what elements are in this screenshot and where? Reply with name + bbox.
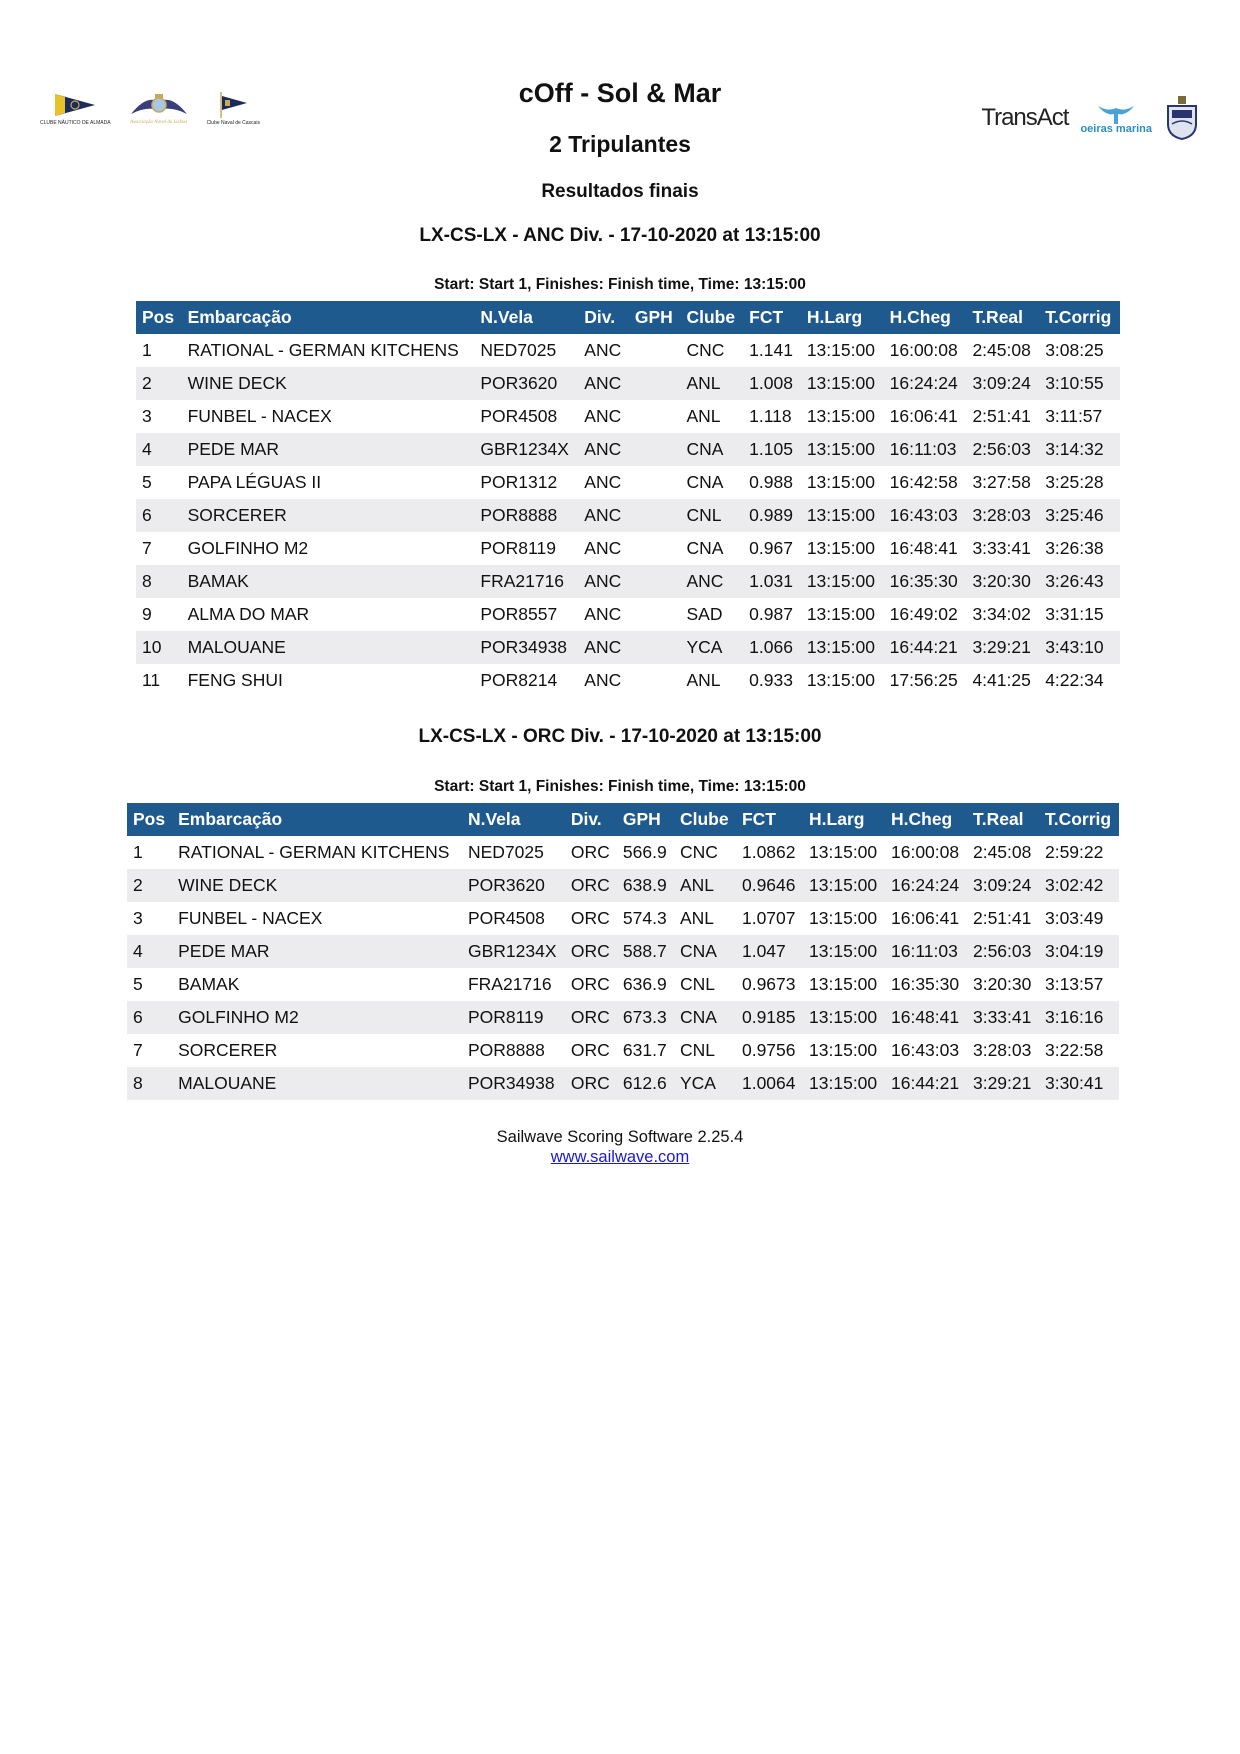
- cell-finish-time: 16:00:08: [889, 340, 958, 360]
- cell-fct: 0.989: [743, 499, 801, 532]
- cell-fct: 1.008: [743, 367, 801, 400]
- cell-pos: 5: [133, 974, 143, 994]
- cell-corrected-time: 3:25:28: [1045, 472, 1104, 492]
- cell-corrected-time: 3:14:32: [1039, 433, 1120, 466]
- table-row: [136, 532, 1120, 565]
- cell-boat: SORCERER: [182, 499, 475, 532]
- cell-corrected-time: 3:03:49: [1044, 908, 1104, 928]
- race-title-anc: LX-CS-LX - ANC Div. - 17-10-2020 at 13:15:00: [419, 225, 821, 246]
- cell-boat: GOLFINHO M2: [187, 538, 309, 558]
- cell-elapsed-time: 3:29:21: [966, 631, 1039, 664]
- start-info-orc: Start: Start 1, Finishes: Finish time, Time: 13:15:00: [434, 778, 806, 795]
- cell-club: ANL: [680, 367, 743, 400]
- cell-gph: [629, 598, 681, 631]
- cell-fct: 1.047: [736, 935, 803, 968]
- cell-corrected-time: 3:26:43: [1039, 565, 1120, 598]
- cell-corrected-time: 3:30:41: [1039, 1067, 1119, 1100]
- cell-elapsed-time: 2:56:03: [966, 433, 1039, 466]
- cell-finish-time: 16:24:24: [885, 869, 967, 902]
- cell-gph: 612.6: [617, 1067, 674, 1100]
- cell-pos: 1: [133, 842, 143, 862]
- table-row: [127, 836, 1119, 869]
- cell-pos: 2: [136, 367, 182, 400]
- cell-finish-time: 16:06:41: [889, 406, 958, 426]
- cell-start-time: 13:15:00: [801, 631, 884, 664]
- software-credit: Sailwave Scoring Software 2.25.4: [496, 1128, 744, 1146]
- cell-corrected-time: 3:16:16: [1039, 1001, 1119, 1034]
- cell-gph: [629, 631, 681, 664]
- cell-division: ORC: [570, 1040, 610, 1060]
- results-status: Resultados finais: [541, 181, 699, 202]
- cell-gph: 588.7: [617, 935, 674, 968]
- cell-elapsed-time: 2:51:41: [972, 908, 1032, 928]
- cell-boat: BAMAK: [178, 974, 240, 994]
- clube-nautico-almada-logo: CLUBE NÁUTICO DE ALMADA: [40, 92, 111, 126]
- cell-division: ORC: [565, 869, 617, 902]
- cell-division: ORC: [565, 1067, 617, 1100]
- cell-elapsed-time: 2:45:08: [972, 842, 1032, 862]
- cell-finish-time: 16:35:30: [884, 565, 967, 598]
- table-row: [136, 400, 1120, 433]
- cell-division: ANC: [584, 670, 622, 690]
- column-header-corrected-time: T.Corrig: [1039, 803, 1119, 836]
- column-header-pos: Pos: [136, 301, 182, 334]
- column-header-boat: Embarcação: [182, 301, 475, 334]
- cell-pos: 11: [142, 670, 161, 690]
- column-header-finish-time: H.Cheg: [884, 301, 967, 334]
- cell-pos: 4: [127, 935, 172, 968]
- results-table-orc: [127, 803, 1119, 1100]
- cell-club: CNA: [686, 472, 724, 492]
- cell-elapsed-time: 2:51:41: [972, 406, 1031, 426]
- race-title-orc: LX-CS-LX - ORC Div. - 17-10-2020 at 13:15:00: [418, 726, 822, 747]
- cell-division: ANC: [578, 433, 629, 466]
- cell-corrected-time: 3:04:19: [1039, 935, 1119, 968]
- cell-gph: 673.3: [617, 1001, 674, 1034]
- clube-naval-cascais-logo: Clube Naval de Cascais: [207, 92, 260, 126]
- cell-division: ANC: [584, 406, 622, 426]
- cell-corrected-time: 2:59:22: [1044, 842, 1104, 862]
- cell-gph: 631.7: [622, 1040, 667, 1060]
- cell-finish-time: 16:11:03: [884, 433, 967, 466]
- cell-club: CNA: [674, 935, 736, 968]
- table-row: [127, 902, 1119, 935]
- cell-start-time: 13:15:00: [806, 406, 875, 426]
- cell-gph: [629, 433, 681, 466]
- table-row: [136, 598, 1120, 631]
- transact-logo: TransAct: [981, 104, 1069, 131]
- cell-boat: GOLFINHO M2: [172, 1001, 462, 1034]
- cell-gph: 638.9: [617, 869, 674, 902]
- cell-gph: [629, 466, 681, 499]
- table-row: [136, 466, 1120, 499]
- event-title: cOff - Sol & Mar: [518, 78, 722, 108]
- cell-sail-number: POR8214: [480, 670, 558, 690]
- cell-gph: [629, 499, 681, 532]
- cell-sail-number: FRA21716: [474, 565, 578, 598]
- cell-start-time: 13:15:00: [803, 869, 885, 902]
- cell-division: ORC: [570, 974, 610, 994]
- cell-club: CNL: [679, 1040, 715, 1060]
- cell-sail-number: GBR1234X: [474, 433, 578, 466]
- cell-start-time: 13:15:00: [803, 935, 885, 968]
- cell-division: ORC: [565, 935, 617, 968]
- cell-elapsed-time: 3:09:24: [966, 367, 1039, 400]
- cell-finish-time: 16:00:08: [891, 842, 960, 862]
- cell-elapsed-time: 3:33:41: [967, 1001, 1039, 1034]
- cell-gph: 636.9: [622, 974, 667, 994]
- cell-start-time: 13:15:00: [806, 670, 875, 690]
- cell-club: ANL: [686, 406, 721, 426]
- cell-elapsed-time: 2:56:03: [967, 935, 1039, 968]
- cell-sail-number: POR3620: [474, 367, 578, 400]
- cell-sail-number: NED7025: [480, 340, 557, 360]
- cell-boat: BAMAK: [182, 565, 475, 598]
- cell-division: ANC: [578, 631, 629, 664]
- cell-division: ANC: [578, 499, 629, 532]
- cell-start-time: 13:15:00: [809, 974, 878, 994]
- cell-club: CNA: [686, 538, 724, 558]
- cell-corrected-time: 4:22:34: [1045, 670, 1104, 690]
- cell-finish-time: 16:35:30: [891, 974, 960, 994]
- cell-start-time: 13:15:00: [806, 472, 875, 492]
- cell-start-time: 13:15:00: [801, 367, 884, 400]
- column-header-fct: FCT: [743, 301, 801, 334]
- cell-boat: RATIONAL - GERMAN KITCHENS: [178, 842, 450, 862]
- table-row: [136, 367, 1120, 400]
- cell-club: ANL: [679, 908, 715, 928]
- cell-pos: 3: [142, 406, 152, 426]
- cell-pos: 8: [127, 1067, 172, 1100]
- cell-pos: 7: [133, 1040, 143, 1060]
- table-header-row: [136, 301, 1120, 334]
- cell-fct: 0.9756: [741, 1040, 796, 1060]
- cell-fct: 1.066: [743, 631, 801, 664]
- cell-boat: SORCERER: [178, 1040, 278, 1060]
- cell-start-time: 13:15:00: [803, 1001, 885, 1034]
- column-header-division: Div.: [565, 803, 617, 836]
- cell-club: ANC: [680, 565, 743, 598]
- column-header-division: Div.: [578, 301, 629, 334]
- cell-finish-time: 16:43:03: [891, 1040, 960, 1060]
- cell-sail-number: FRA21716: [467, 974, 552, 994]
- table-row: [127, 1067, 1119, 1100]
- cell-finish-time: 16:06:41: [891, 908, 960, 928]
- column-header-club: Clube: [674, 803, 736, 836]
- cell-division: ORC: [570, 908, 610, 928]
- cell-gph: [629, 334, 681, 367]
- cell-corrected-time: 3:10:55: [1039, 367, 1120, 400]
- cell-gph: [629, 664, 681, 697]
- cell-corrected-time: 3:02:42: [1039, 869, 1119, 902]
- cell-finish-time: 16:11:03: [885, 935, 967, 968]
- cell-elapsed-time: 3:33:41: [972, 538, 1031, 558]
- cell-boat: MALOUANE: [172, 1067, 462, 1100]
- cell-corrected-time: 3:13:57: [1044, 974, 1104, 994]
- table-row: [136, 565, 1120, 598]
- cell-sail-number: POR8557: [480, 604, 558, 624]
- cell-sail-number: POR34938: [462, 1067, 565, 1100]
- cell-fct: 1.118: [749, 406, 792, 426]
- cell-fct: 1.141: [749, 340, 793, 360]
- cell-boat: RATIONAL - GERMAN KITCHENS: [187, 340, 459, 360]
- cell-sail-number: POR1312: [480, 472, 558, 492]
- cell-finish-time: 17:56:25: [889, 670, 958, 690]
- cell-club: ANL: [674, 869, 736, 902]
- table-row: [136, 334, 1120, 367]
- cell-corrected-time: 3:25:46: [1039, 499, 1120, 532]
- cell-elapsed-time: 3:28:03: [966, 499, 1039, 532]
- cell-division: ANC: [578, 565, 629, 598]
- table-row: [127, 869, 1119, 902]
- cell-start-time: 13:15:00: [809, 1040, 878, 1060]
- cell-start-time: 13:15:00: [806, 604, 875, 624]
- cell-finish-time: 16:48:41: [889, 538, 958, 558]
- cell-start-time: 13:15:00: [801, 565, 884, 598]
- cell-sail-number: POR8119: [480, 538, 556, 558]
- cell-corrected-time: 3:43:10: [1039, 631, 1120, 664]
- cell-pos: 6: [127, 1001, 172, 1034]
- cell-boat: FUNBEL - NACEX: [187, 406, 332, 426]
- cell-gph: [629, 400, 681, 433]
- class-title: 2 Tripulantes: [549, 131, 691, 157]
- cell-club: CNA: [680, 433, 743, 466]
- cell-elapsed-time: 3:29:21: [967, 1067, 1039, 1100]
- cell-corrected-time: 3:08:25: [1045, 340, 1104, 360]
- column-header-start-time: H.Larg: [801, 301, 884, 334]
- column-header-elapsed-time: T.Real: [967, 803, 1039, 836]
- cell-boat: WINE DECK: [172, 869, 462, 902]
- cell-sail-number: POR3620: [462, 869, 565, 902]
- cell-fct: 0.933: [749, 670, 793, 690]
- cell-pos: 4: [136, 433, 182, 466]
- cell-division: ANC: [578, 367, 629, 400]
- cell-sail-number: POR8119: [462, 1001, 565, 1034]
- table-row: [136, 631, 1120, 664]
- column-header-club: Clube: [680, 301, 743, 334]
- cell-fct: 0.967: [749, 538, 793, 558]
- cell-fct: 0.9673: [741, 974, 796, 994]
- table-row: [127, 968, 1119, 1001]
- cell-corrected-time: 3:22:58: [1044, 1040, 1104, 1060]
- cell-elapsed-time: 3:27:58: [972, 472, 1031, 492]
- column-header-finish-time: H.Cheg: [885, 803, 967, 836]
- cell-boat: PEDE MAR: [182, 433, 475, 466]
- cell-club: CNA: [674, 1001, 736, 1034]
- cell-sail-number: NED7025: [467, 842, 544, 862]
- cell-fct: 1.031: [743, 565, 801, 598]
- cell-pos: 1: [142, 340, 152, 360]
- column-header-gph: GPH: [617, 803, 674, 836]
- cell-club: SAD: [686, 604, 723, 624]
- cell-sail-number: POR4508: [467, 908, 545, 928]
- table-row: [136, 499, 1120, 532]
- associacao-naval-lisboa-logo: Associação Naval de Lisboa: [127, 92, 191, 126]
- cell-finish-time: 16:49:02: [889, 604, 958, 624]
- cell-elapsed-time: 3:09:24: [967, 869, 1039, 902]
- cell-sail-number: POR34938: [474, 631, 578, 664]
- cell-start-time: 13:15:00: [809, 842, 878, 862]
- table-row: [127, 1034, 1119, 1067]
- cell-club: CNC: [679, 842, 718, 862]
- column-header-elapsed-time: T.Real: [966, 301, 1039, 334]
- sailwave-link[interactable]: www.sailwave.com: [550, 1148, 690, 1166]
- cell-pos: 9: [142, 604, 152, 624]
- cell-finish-time: 16:24:24: [884, 367, 967, 400]
- table-row: [127, 935, 1119, 968]
- cell-club: YCA: [680, 631, 743, 664]
- footer: [0, 1127, 1240, 1167]
- cell-division: ANC: [584, 538, 622, 558]
- cell-fct: 0.988: [749, 472, 793, 492]
- cell-elapsed-time: 4:41:25: [972, 670, 1031, 690]
- cell-gph: [629, 367, 681, 400]
- cell-corrected-time: 3:11:57: [1045, 406, 1103, 426]
- cell-sail-number: POR8888: [467, 1040, 545, 1060]
- cell-club: ANL: [686, 670, 721, 690]
- cell-boat: WINE DECK: [182, 367, 475, 400]
- cell-boat: FENG SHUI: [187, 670, 283, 690]
- cell-pos: 6: [136, 499, 182, 532]
- cell-gph: 574.3: [622, 908, 667, 928]
- cell-division: ANC: [584, 604, 622, 624]
- cell-elapsed-time: 2:45:08: [972, 340, 1031, 360]
- cell-sail-number: POR4508: [480, 406, 558, 426]
- cell-start-time: 13:15:00: [806, 340, 875, 360]
- column-header-corrected-time: T.Corrig: [1039, 301, 1120, 334]
- cell-fct: 1.0707: [741, 908, 796, 928]
- cell-finish-time: 16:42:58: [889, 472, 958, 492]
- cell-gph: [629, 565, 681, 598]
- cell-division: ANC: [584, 340, 622, 360]
- cell-boat: FUNBEL - NACEX: [178, 908, 323, 928]
- cell-finish-time: 16:48:41: [885, 1001, 967, 1034]
- results-table-anc: [136, 301, 1120, 697]
- cell-division: ANC: [584, 472, 622, 492]
- table-row: [136, 433, 1120, 466]
- cell-fct: 1.105: [743, 433, 801, 466]
- column-header-pos: Pos: [127, 803, 172, 836]
- cell-pos: 10: [136, 631, 182, 664]
- cell-fct: 1.0862: [741, 842, 796, 862]
- cell-gph: 566.9: [622, 842, 667, 862]
- cell-division: ORC: [570, 842, 610, 862]
- cell-club: CNL: [680, 499, 743, 532]
- column-header-boat: Embarcação: [172, 803, 462, 836]
- cell-finish-time: 16:44:21: [885, 1067, 967, 1100]
- column-header-sail-number: N.Vela: [474, 301, 578, 334]
- column-header-start-time: H.Larg: [803, 803, 885, 836]
- table-header-row: [127, 803, 1119, 836]
- cell-elapsed-time: 3:28:03: [972, 1040, 1032, 1060]
- cell-fct: 1.0064: [736, 1067, 803, 1100]
- cell-gph: [629, 532, 681, 565]
- start-info-anc: Start: Start 1, Finishes: Finish time, Time: 13:15:00: [434, 276, 806, 293]
- cell-elapsed-time: 3:34:02: [972, 604, 1031, 624]
- cell-finish-time: 16:44:21: [884, 631, 967, 664]
- cell-boat: ALMA DO MAR: [187, 604, 310, 624]
- cell-fct: 0.9185: [736, 1001, 803, 1034]
- cell-club: CNL: [679, 974, 715, 994]
- cell-start-time: 13:15:00: [801, 499, 884, 532]
- cell-corrected-time: 3:31:15: [1045, 604, 1104, 624]
- column-header-sail-number: N.Vela: [462, 803, 565, 836]
- table-row: [136, 664, 1120, 697]
- cell-sail-number: GBR1234X: [462, 935, 565, 968]
- cell-club: CNC: [686, 340, 725, 360]
- cell-pos: 3: [133, 908, 143, 928]
- table-row: [127, 1001, 1119, 1034]
- cell-start-time: 13:15:00: [803, 1067, 885, 1100]
- cell-division: ORC: [565, 1001, 617, 1034]
- cell-boat: PAPA LÉGUAS II: [187, 472, 322, 492]
- cell-corrected-time: 3:26:38: [1045, 538, 1104, 558]
- cell-start-time: 13:15:00: [801, 433, 884, 466]
- cell-pos: 7: [142, 538, 152, 558]
- cell-boat: MALOUANE: [182, 631, 475, 664]
- cell-pos: 8: [136, 565, 182, 598]
- cell-club: YCA: [674, 1067, 736, 1100]
- cell-fct: 0.9646: [736, 869, 803, 902]
- cell-elapsed-time: 3:20:30: [972, 974, 1032, 994]
- cell-fct: 0.987: [749, 604, 793, 624]
- cell-boat: PEDE MAR: [172, 935, 462, 968]
- cell-finish-time: 16:43:03: [884, 499, 967, 532]
- cell-start-time: 13:15:00: [806, 538, 875, 558]
- cell-pos: 2: [127, 869, 172, 902]
- oeiras-marina-logo: oeiras marina: [1080, 102, 1152, 134]
- column-header-fct: FCT: [736, 803, 803, 836]
- cell-elapsed-time: 3:20:30: [966, 565, 1039, 598]
- cell-pos: 5: [142, 472, 152, 492]
- cell-sail-number: POR8888: [474, 499, 578, 532]
- column-header-gph: GPH: [629, 301, 681, 334]
- cell-start-time: 13:15:00: [809, 908, 878, 928]
